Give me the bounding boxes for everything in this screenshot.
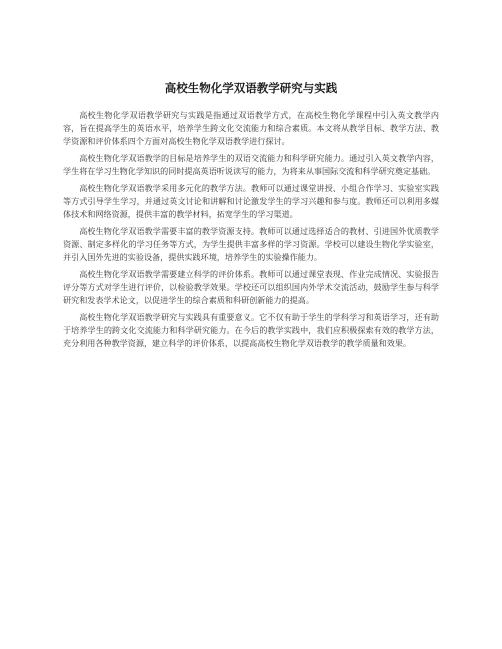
paragraph-2: 高校生物化学双语教学的目标是培养学生的双语交流能力和科学研究能力。通过引入英文教学内容，学生将在学习生物化学知识的同时提高英语听说读写的能力，为将来从事国际交流和科学研究奠定基础。 (63, 153, 439, 176)
paragraph-1: 高校生物化学双语教学研究与实践是指通过双语教学方式，在高校生物化学课程中引入英文教学内容，旨在提高学生的英语水平，培养学生跨文化交流能力和综合素质。本文将从教学目标、教学方法、教学资源和评价体系四个方面对高校生物化学双语教学进行探讨。 (63, 110, 439, 146)
paragraph-6: 高校生物化学双语教学研究与实践具有重要意义。它不仅有助于学生的学科学习和英语学习，还有助于培养学生的跨文化交流能力和科学研究能力。在今后的教学实践中，我们应积极探索有效的教学方法，充分利用各种教学资源，建立科学的评价体系，以提高高校生物化学双语教学的教学质量和效果。 (63, 312, 439, 348)
document-title: 高校生物化学双语教学研究与实践 (164, 81, 338, 95)
paragraph-4: 高校生物化学双语教学需要丰富的教学资源支持。教师可以通过选择适合的教材、引进国外优质教学资源、制定多样化的学习任务等方式，为学生提供丰富多样的学习资源。学校可以建设生物化学实验室，并引入国外先进的实验设备，提供实践环境，培养学生的实验操作能力。 (63, 226, 439, 262)
paragraph-5: 高校生物化学双语教学需要建立科学的评价体系。教师可以通过课堂表现、作业完成情况、实验报告评分等方式对学生进行评价，以检验教学效果。学校还可以组织国内外学术交流活动，鼓励学生参与科学研究和发表学术论文，以促进学生的综合素质和科研创新能力的提高。 (63, 269, 439, 305)
paragraph-3: 高校生物化学双语教学采用多元化的教学方法。教师可以通过课堂讲授、小组合作学习、实验室实践等方式引导学生学习，并通过英文讨论和讲解和讨论激发学生的学习兴趣和参与度。教师还可以利用多媒体技术和网络资源，提供丰富的教学材料，拓宽学生的学习渠道。 (63, 183, 439, 219)
